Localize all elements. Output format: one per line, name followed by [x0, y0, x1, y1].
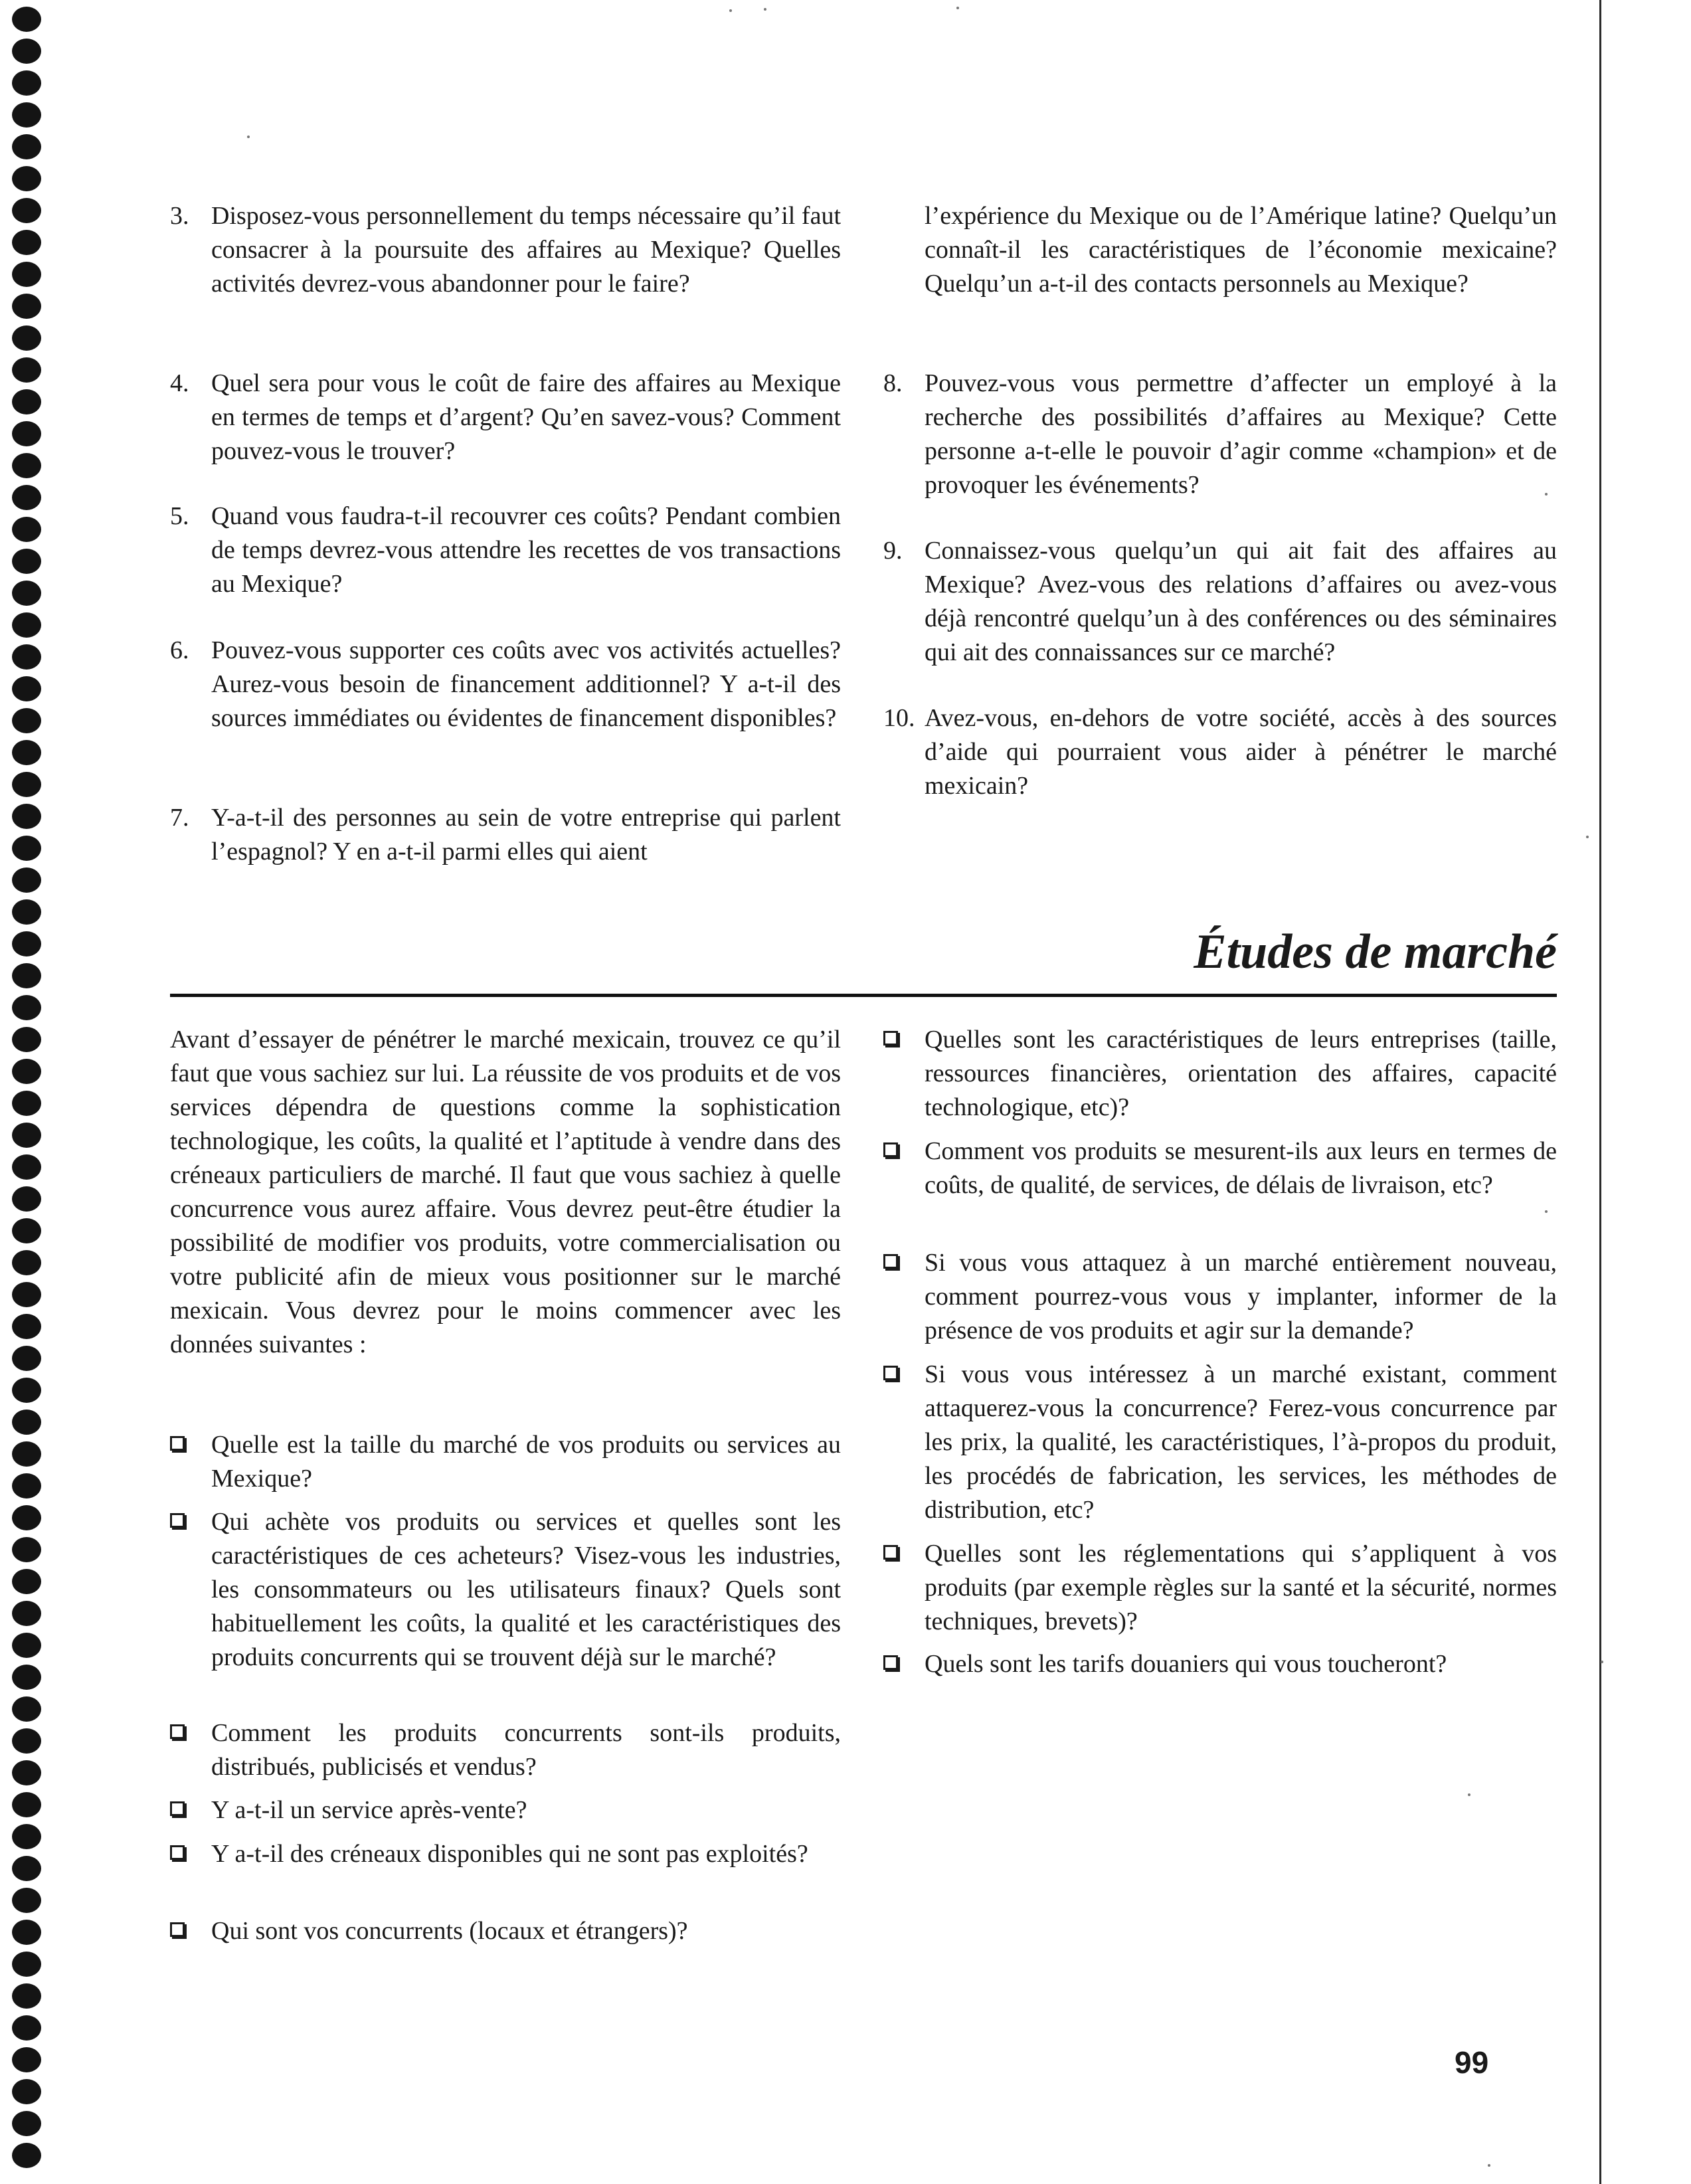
scan-speck: [1488, 2164, 1490, 2167]
binding-hole: [12, 1346, 41, 1371]
binding-hole: [12, 1696, 41, 1722]
question-text: Pouvez-vous supporter ces coûts avec vos activités actuelles? Aurez-vous besoin de financement additionnel? Y a-t-il des sources immédiates ou évidentes de financement disponibles?: [211, 636, 841, 732]
scan-speck: [1545, 493, 1548, 496]
checklist-text: Quelle est la taille du marché de vos produits ou services au Mexique?: [211, 1431, 841, 1493]
question-number: 10.: [883, 704, 915, 732]
checkbox-icon: [170, 1845, 185, 1860]
binding-hole: [12, 708, 41, 733]
binding-hole: [12, 1410, 41, 1435]
binding-hole: [12, 2015, 41, 2041]
binding-hole: [12, 549, 41, 574]
binding-hole: [12, 1473, 41, 1499]
binding-hole: [12, 1027, 41, 1052]
binding-hole: [12, 772, 41, 797]
checkbox-icon: [883, 1366, 898, 1380]
binding-hole: [12, 453, 41, 478]
binding-hole: [12, 1059, 41, 1084]
binding-hole: [12, 1091, 41, 1116]
question-number: 7.: [170, 804, 189, 832]
binding-hole: [12, 931, 41, 956]
question-text: Pouvez-vous vous permettre d’affecter un employé à la recherche des possibilités d’affaires au Mexique? Cette personne a-t-elle le pouvoir d’agir comme «champion» et de provoquer les événements?: [925, 369, 1557, 499]
checkbox-icon: [170, 1513, 185, 1528]
question-number: 6.: [170, 636, 189, 664]
binding-hole: [12, 612, 41, 638]
scan-speck: [1586, 836, 1589, 838]
binding-hole: [12, 1441, 41, 1467]
binding-hole: [12, 1218, 41, 1243]
checkbox-icon: [883, 1655, 898, 1670]
binding-hole: [12, 166, 41, 191]
binding-hole: [12, 134, 41, 159]
checklist-text: Y a-t-il un service après-vente?: [211, 1796, 527, 1824]
question-text: Avez-vous, en-dehors de votre société, accès à des sources d’aide qui pourraient vous aider à pénétrer le marché mexicain?: [925, 704, 1557, 800]
checkbox-icon: [170, 1724, 185, 1739]
binding-hole: [12, 1665, 41, 1690]
binding-hole: [12, 2079, 41, 2104]
checklist-text: Quels sont les tarifs douaniers qui vous toucheront?: [925, 1650, 1447, 1678]
question-number: 5.: [170, 502, 189, 530]
checkbox-icon: [170, 1436, 185, 1451]
binding-hole: [12, 1633, 41, 1658]
binding-hole: [12, 836, 41, 861]
binding-hole: [12, 581, 41, 606]
section-heading: Études de marché: [1194, 925, 1557, 979]
binding-hole: [12, 1601, 41, 1626]
binding-hole: [12, 2111, 41, 2136]
checkbox-icon: [883, 1031, 898, 1046]
questions-right-column: [883, 199, 1557, 837]
binding-hole: [12, 1154, 41, 1180]
binding-hole: [12, 294, 41, 319]
binding-hole: [12, 1505, 41, 1530]
checklist-text: Comment vos produits se mesurent-ils aux leurs en termes de coûts, de qualité, de services, de délais de livraison, etc?: [925, 1137, 1557, 1199]
question-number: 4.: [170, 369, 189, 397]
checkbox-icon: [883, 1142, 898, 1157]
scan-speck: [1468, 1793, 1470, 1796]
scan-speck: [1601, 1661, 1603, 1663]
binding-hole: [12, 198, 41, 223]
binding-hole: [12, 262, 41, 287]
binding-hole: [12, 70, 41, 96]
binding-hole: [12, 1728, 41, 1754]
question-number: 3.: [170, 202, 189, 230]
binding-hole: [12, 1952, 41, 1977]
binding-hole: [12, 1792, 41, 1817]
binding-holes: [12, 0, 46, 2184]
binding-hole: [12, 1250, 41, 1275]
question-text: Y-a-t-il des personnes au sein de votre entreprise qui parlent l’espagnol? Y en a-t-il parmi elles qui aient: [211, 804, 841, 865]
binding-hole: [12, 389, 41, 414]
question-text: Quand vous faudra-t-il recouvrer ces coûts? Pendant combien de temps devrez-vous attendre les recettes de vos transactions au Mexique?: [211, 502, 841, 598]
binding-hole: [12, 1760, 41, 1785]
binding-hole: [12, 230, 41, 255]
binding-hole: [12, 1537, 41, 1562]
binding-hole: [12, 1123, 41, 1148]
binding-hole: [12, 7, 41, 32]
market-study-right-column: [883, 1023, 1557, 1687]
binding-hole: [12, 421, 41, 446]
question-7-continuation: l’expérience du Mexique ou de l’Amérique latine? Quelqu’un connaît-il les caractéristiques de l’économie mexicaine? Quelqu’un a-t-il des contacts personnels au Mexique?: [925, 202, 1557, 298]
scan-speck: [247, 136, 250, 138]
binding-hole: [12, 2047, 41, 2072]
binding-hole: [12, 39, 41, 64]
checklist-text: Quelles sont les réglementations qui s’appliquent à vos produits (par exemple règles sur la santé et la sécurité, normes techniques, brevets)?: [925, 1540, 1557, 1635]
checkbox-icon: [883, 1254, 898, 1269]
question-text: Quel sera pour vous le coût de faire des affaires au Mexique en termes de temps et d’argent? Qu’en savez-vous? Comment pouvez-vous le trouver?: [211, 369, 841, 465]
scan-speck: [729, 9, 732, 12]
binding-hole: [12, 676, 41, 701]
checklist-text: Y a-t-il des créneaux disponibles qui ne sont pas exploités?: [211, 1840, 808, 1868]
binding-hole: [12, 1569, 41, 1594]
checklist-text: Comment les produits concurrents sont-ils produits, distribués, publicisés et vendus?: [211, 1719, 841, 1781]
binding-hole: [12, 1856, 41, 1881]
checkbox-icon: [883, 1545, 898, 1560]
checklist-text: Qui sont vos concurrents (locaux et étrangers)?: [211, 1917, 688, 1945]
scan-speck: [956, 7, 959, 9]
binding-hole: [12, 867, 41, 893]
questions-left-column: [170, 199, 841, 890]
binding-hole: [12, 1314, 41, 1339]
binding-hole: [12, 740, 41, 765]
checkbox-icon: [170, 1801, 185, 1816]
binding-hole: [12, 1920, 41, 1945]
binding-hole: [12, 1186, 41, 1212]
binding-hole: [12, 1378, 41, 1403]
binding-hole: [12, 357, 41, 383]
binding-hole: [12, 644, 41, 670]
question-number: 8.: [883, 369, 903, 397]
binding-hole: [12, 1983, 41, 2009]
binding-hole: [12, 804, 41, 829]
scan-speck: [1545, 1210, 1548, 1213]
question-text: Connaissez-vous quelqu’un qui ait fait des affaires au Mexique? Avez-vous des relations d’affaires ou avez-vous déjà rencontré quelqu’un à des conférences ou des séminaires qui ait des connaissances sur ce marché?: [925, 537, 1557, 666]
checklist-text: Si vous vous intéressez à un marché existant, comment attaquerez-vous la concurrence? Ferez-vous concurrence par les prix, la qualité, les caractéristiques, l’à-propos du produit, les procédés de fabrication, les services, les méthodes de distribution, etc?: [925, 1360, 1557, 1524]
binding-hole: [12, 2143, 41, 2168]
checklist-text: Quelles sont les caractéristiques de leurs entreprises (taille, ressources financières, orientation des affaires, capacité technologique, etc)?: [925, 1026, 1557, 1121]
checklist-text: Si vous vous attaquez à un marché entièrement nouveau, comment pourrez-vous vous y implanter, informer de la présence de vos produits et agir sur la demande?: [925, 1249, 1557, 1344]
market-study-left-column: [170, 1023, 841, 1966]
binding-hole: [12, 1888, 41, 1913]
binding-hole: [12, 102, 41, 128]
page-number: 99: [1455, 2045, 1489, 2080]
section-divider: [170, 994, 1557, 997]
binding-hole: [12, 963, 41, 988]
binding-hole: [12, 517, 41, 542]
question-text: Disposez-vous personnellement du temps nécessaire qu’il faut consacrer à la poursuite des affaires au Mexique? Quelles activités devrez-vous abandonner pour le faire?: [211, 202, 841, 298]
scan-speck: [764, 8, 766, 11]
binding-hole: [12, 485, 41, 510]
binding-hole: [12, 899, 41, 925]
question-number: 9.: [883, 537, 903, 565]
checklist-text: Qui achète vos produits ou services et quelles sont les caractéristiques de ces acheteurs? Visez-vous les industries, les consommateurs ou les utilisateurs finaux? Quels sont habituellement les coûts, la qualité et les caractéristiques des produits concurrents qui se trouvent déjà sur le marché?: [211, 1508, 841, 1671]
checkbox-icon: [170, 1922, 185, 1937]
binding-hole: [12, 1282, 41, 1307]
binding-hole: [12, 995, 41, 1020]
binding-hole: [12, 1824, 41, 1849]
page-edge-line: [1599, 0, 1601, 2184]
binding-hole: [12, 325, 41, 351]
intro-paragraph: Avant d’essayer de pénétrer le marché mexicain, trouvez ce qu’il faut que vous sachiez sur lui. La réussite de vos produits et de vos services dépendra de questions comme la sophistication technologique, les coûts, la qualité et l’aptitude à vendre dans des créneaux particuliers de marché. Il faut que vous sachiez à quelle concurrence vous aurez affaire. Vous devrez peut-être étudier la possibilité de modifier vos produits, votre commercialisation ou votre publicité afin de mieux vous positionner sur le marché mexicain. Vous devrez pour le moins commencer avec les données suivantes :: [170, 1026, 841, 1358]
